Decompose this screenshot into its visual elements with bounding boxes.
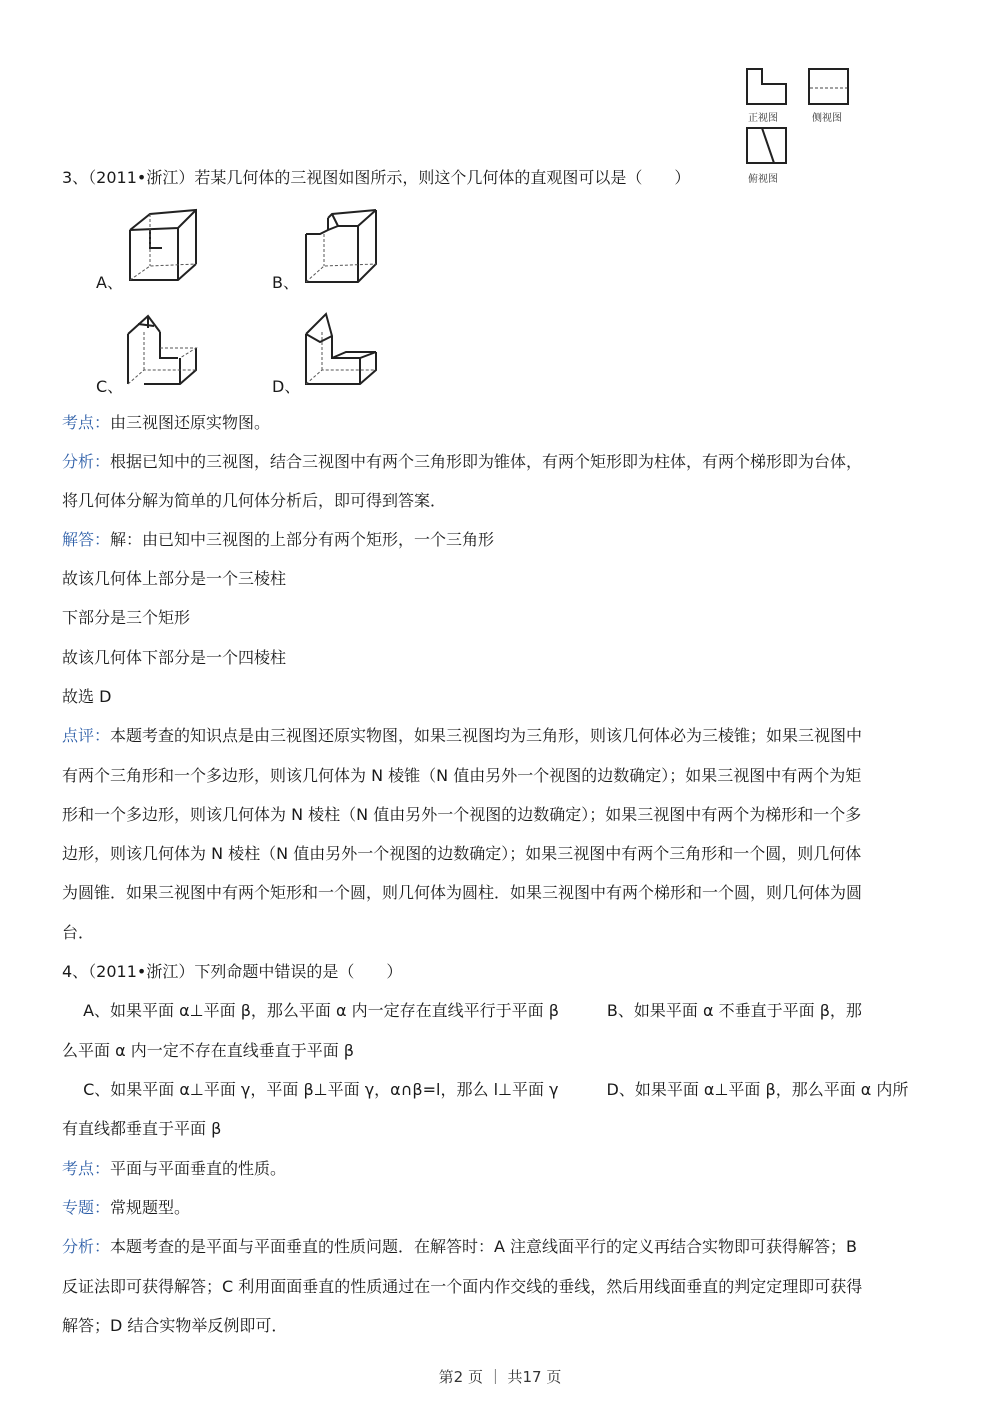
- fenxi-label: 分析：: [62, 452, 111, 471]
- option-a-label: A、: [96, 273, 123, 292]
- fenxi-text: 本题考查的是平面与平面垂直的性质问题．在解答时：A 注意线面平行的定义再结合实物即可获得解答；B: [110, 1237, 858, 1256]
- q3-fenxi: [62, 452, 862, 472]
- dianping-label: 点评：: [62, 726, 111, 745]
- option-b-figure: [302, 206, 378, 286]
- q3-dianping-line-4: 边形，则该几何体为 N 棱柱（N 值由另外一个视图的边数确定）；如果三视图中有两个三角形和一个圆，则几何体: [62, 844, 862, 863]
- top-view-caption: 俯视图: [748, 174, 778, 185]
- option-d-figure: [302, 312, 380, 388]
- fenxi-text: 根据已知中的三视图，结合三视图中有两个三角形即为锥体，有两个矩形即为柱体，有两个梯形即为台体，: [110, 452, 863, 471]
- q4-fenxi: [62, 1237, 857, 1257]
- q4-options-line-2: 么平面 α 内一定不存在直线垂直于平面 β: [62, 1041, 355, 1060]
- kaodian-label: 考点：: [62, 413, 111, 432]
- q4-fenxi-line-2: 反证法即可获得解答；C 利用面面垂直的性质通过在一个面内作交线的垂线，然后用线面垂直的判定定理即可获得: [62, 1277, 863, 1296]
- jieda-text: 解：由已知中三视图的上部分有两个矩形，一个三角形: [110, 530, 495, 549]
- q4-stem: 4、（2011•浙江）下列命题中错误的是（ ）: [62, 962, 403, 981]
- dianping-text: 本题考查的知识点是由三视图还原实物图，如果三视图均为三角形，则该几何体必为三棱锥；如果三视图中: [110, 726, 863, 745]
- q3-dianping-line-2: 有两个三角形和一个多边形，则该几何体为 N 棱锥（N 值由另外一个视图的边数确定）；如果三视图中有两个为矩: [62, 766, 862, 785]
- zhuanti-label: 专题：: [62, 1198, 111, 1217]
- q3-dianping-line-6: 台．: [62, 923, 95, 942]
- jieda-label: 解答：: [62, 530, 111, 549]
- q3-jieda-line-2: 故该几何体上部分是一个三棱柱: [62, 569, 287, 588]
- q3-stem: 3、（2011•浙江）若某几何体的三视图如图所示，则这个几何体的直观图可以是（ ）: [62, 168, 691, 187]
- option-c-figure: [124, 312, 200, 388]
- option-a-figure: [126, 208, 200, 284]
- q3-kaodian: [62, 413, 270, 433]
- option-b-label: B、: [272, 273, 299, 292]
- q3-dianping-line-5: 为圆锥．如果三视图中有两个矩形和一个圆，则几何体为圆柱．如果三视图中有两个梯形和一个圆，则几何体为圆: [62, 883, 863, 902]
- front-view-caption: 正视图: [748, 113, 778, 124]
- front-view-figure: [746, 68, 788, 106]
- kaodian-text: 由三视图还原实物图。: [110, 413, 271, 432]
- q4-options-line-4: 有直线都垂直于平面 β: [62, 1119, 222, 1138]
- zhuanti-text: 常规题型。: [110, 1198, 191, 1217]
- q3-jieda: [62, 530, 494, 550]
- q3-dianping: [62, 726, 862, 746]
- q4-zhuanti: [62, 1198, 190, 1218]
- kaodian-text: 平面与平面垂直的性质。: [110, 1159, 287, 1178]
- q4-options-line-1: A、如果平面 α⊥平面 β，那么平面 α 内一定存在直线平行于平面 β B、如果平面 α 不垂直于平面 β，那: [62, 1001, 862, 1020]
- side-view-caption: 侧视图: [812, 113, 842, 124]
- kaodian-label: 考点：: [62, 1159, 111, 1178]
- q3-dianping-line-3: 形和一个多边形，则该几何体为 N 棱柱（N 值由另外一个视图的边数确定）；如果三视图中有两个为梯形和一个多: [62, 805, 862, 824]
- page-footer: 第2 页 ｜ 共17 页: [438, 1368, 562, 1386]
- q3-jieda-line-3: 下部分是三个矩形: [62, 608, 191, 627]
- q3-fenxi-line-2: 将几何体分解为简单的几何体分析后，即可得到答案．: [62, 491, 447, 510]
- q4-options-line-3: C、如果平面 α⊥平面 γ，平面 β⊥平面 γ，α∩β=l，那么 l⊥平面 γ D、如果平面 α⊥平面 β，那么平面 α 内所: [62, 1080, 909, 1099]
- side-view-figure: [808, 68, 850, 106]
- q4-fenxi-line-3: 解答；D 结合实物举反例即可．: [62, 1316, 288, 1335]
- option-d-label: D、: [272, 377, 301, 396]
- fenxi-label: 分析：: [62, 1237, 111, 1256]
- q3-jieda-line-4: 故该几何体下部分是一个四棱柱: [62, 648, 287, 667]
- top-view-figure: [746, 127, 788, 165]
- q4-kaodian: [62, 1159, 286, 1179]
- option-c-label: C、: [96, 377, 124, 396]
- q3-jieda-line-5: 故选 D: [62, 687, 112, 706]
